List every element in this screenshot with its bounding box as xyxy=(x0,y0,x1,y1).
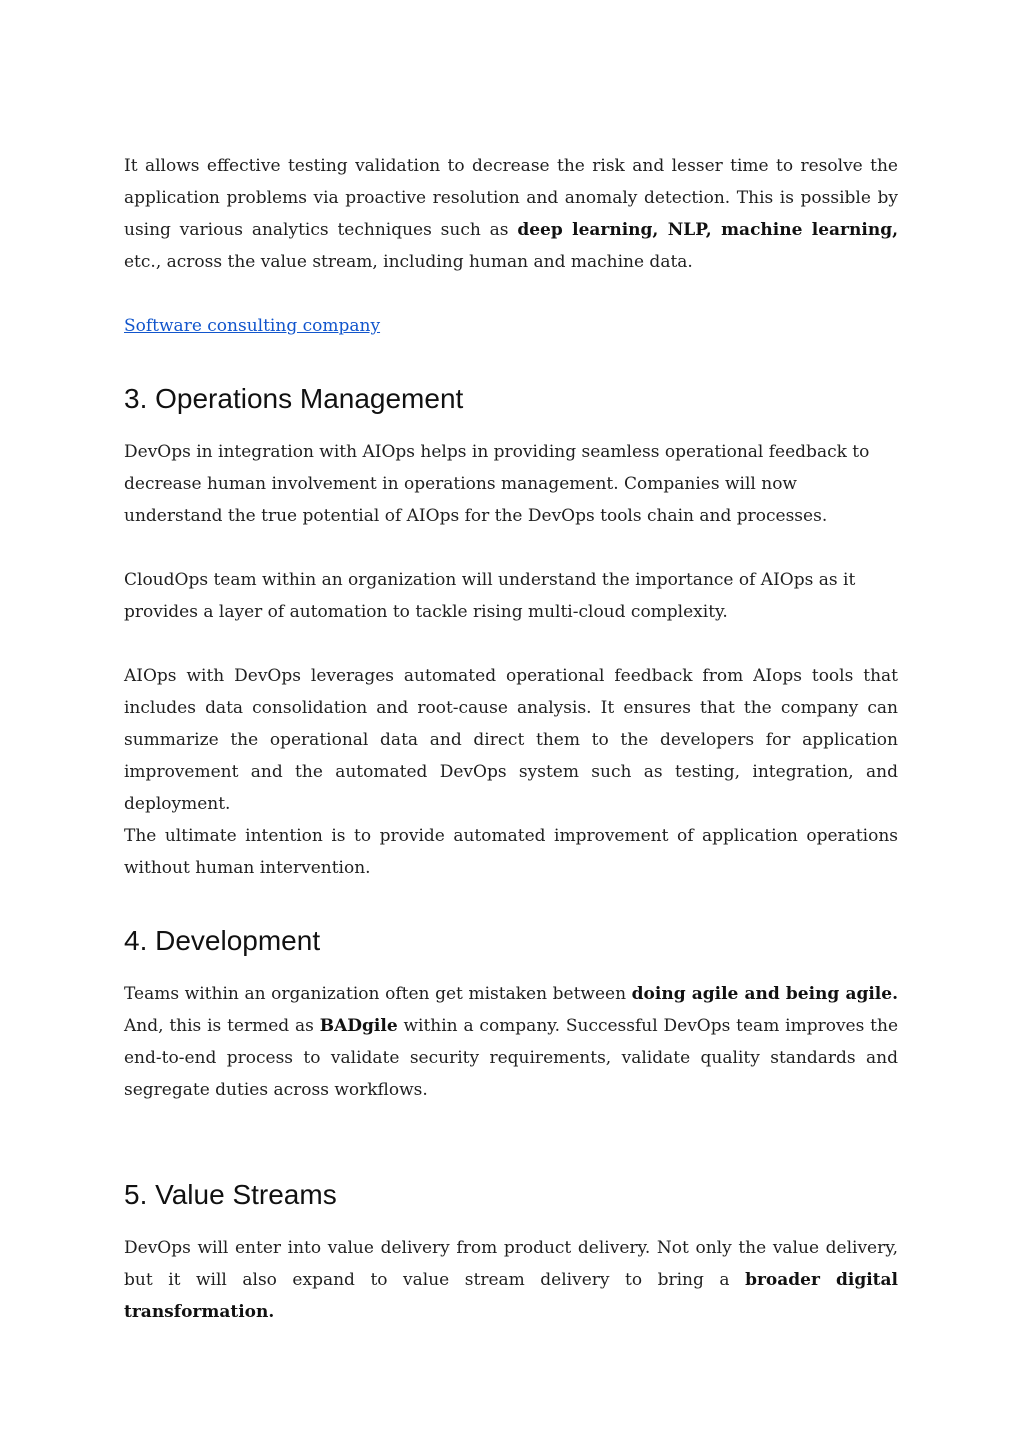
section-4-bold-badgile: BADgile xyxy=(319,1016,398,1036)
section-3-heading: 3. Operations Management xyxy=(124,383,464,414)
section-4-text-b: And, this is termed as xyxy=(124,1016,320,1036)
section-5-bold-transformation: broader digital transformation. xyxy=(124,1270,899,1322)
link-paragraph xyxy=(124,310,898,342)
intro-text-a: It allows effective testing validation to decrease the risk and lesser time to resolve the application problems via proactive resolution and anomaly detection. This is possible by using various analytics techniques such as xyxy=(124,156,898,240)
section-3-paragraph-3: AIOps with DevOps leverages automated operational feedback from AIops tools that includes data consolidation and root-cause analysis. It ensures that the company can summarize the operational data and direct them to the developers for application improvement and the automated DevOps system such as testing, integration, and deployment. xyxy=(124,666,898,814)
section-5-paragraph xyxy=(124,1232,898,1328)
intro-bold-terms: deep learning, NLP, machine learning, xyxy=(517,220,899,240)
section-4-text-c: within a company. Successful DevOps team improves the end-to-end process to validate security requirements, validate quality standards and segregate duties across workflows. xyxy=(124,1016,899,1100)
document-page xyxy=(124,150,898,1328)
section-4-bold-agile: doing agile and being agile. xyxy=(631,984,898,1004)
section-3-paragraph-2: CloudOps team within an organization will understand the importance of AIOps as it provides a layer of automation to tackle rising multi-cloud complexity. xyxy=(124,570,856,622)
section-4-text-a: Teams within an organization often get mistaken between xyxy=(124,984,632,1004)
section-4-paragraph xyxy=(124,978,898,1106)
section-5-text-a: DevOps will enter into value delivery from product delivery. Not only the value delivery, but it will also expand to value stream delivery to bring a xyxy=(124,1238,898,1290)
section-3-paragraph-4: The ultimate intention is to provide automated improvement of application operations without human intervention. xyxy=(124,826,898,878)
intro-text-b: etc., across the value stream, including human and machine data. xyxy=(124,252,693,272)
section-4-heading: 4. Development xyxy=(124,925,321,956)
intro-paragraph xyxy=(124,150,898,278)
software-consulting-link[interactable]: Software consulting company xyxy=(124,316,381,336)
section-5-heading: 5. Value Streams xyxy=(124,1179,337,1210)
section-3-paragraph-1: DevOps in integration with AIOps helps in providing seamless operational feedback to decrease human involvement in operations management. Companies will now understand the true potential of AIOps for the DevOps tools chain and processes. xyxy=(124,442,870,526)
